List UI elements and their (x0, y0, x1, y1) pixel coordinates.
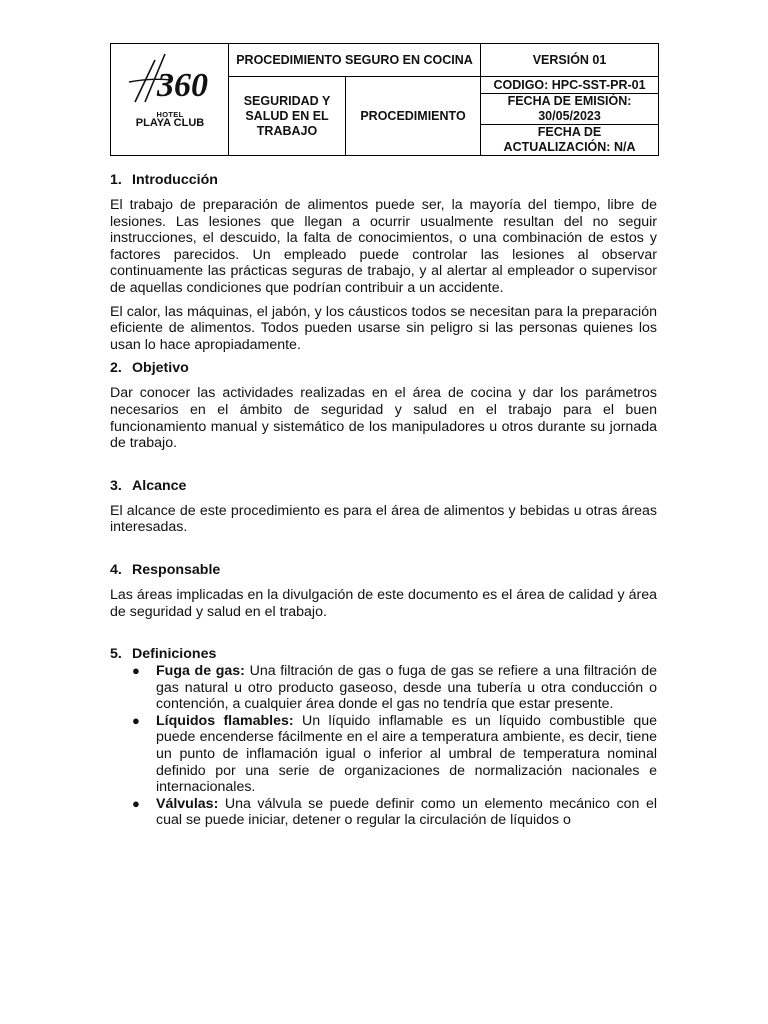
doc-version: VERSIÓN 01 (481, 44, 659, 77)
section-heading-responsible: 4. Responsable (110, 561, 221, 578)
section-heading-scope: 3. Alcance (110, 477, 187, 494)
responsible-paragraph: Las áreas implicadas en la divulgación de este documento es el área de calidad y área de seguridad y salud en el trabajo. (110, 586, 657, 620)
doc-type: PROCEDIMIENTO (346, 77, 481, 156)
bullet-icon: ● (132, 663, 140, 679)
doc-update-date: FECHA DE ACTUALIZACIÓN: N/A (481, 125, 659, 156)
h360-logo-icon (121, 50, 219, 110)
list-item: ● Válvulas: Una válvula se puede definir como un elemento mecánico con el cual se puede iniciar, detener o regular la circulación de líquidos o (132, 795, 657, 829)
intro-paragraph-1: El trabajo de preparación de alimentos puede ser, la mayoría del tiempo, libre de lesiones. Las lesiones que llegan a ocurrir usualmente resultan del no seguir instrucciones, el descuido, la falta de conocimientos, o una combinación de estos y factores parecidos. Un empleado puede controlar las lesiones al observar continuamente las prácticas seguras de trabajo, y al alertar al empleador o supervisor de aquellas condiciones que podrían contribuir a un accidente. (110, 197, 657, 296)
list-item: ● Fuga de gas: Una filtración de gas o fuga de gas se refiere a una filtración de gas natural u otro producto gaseoso, desde una tubería u otra conducción o contención, a cualquier área donde el gas no tendría que estar presente. (132, 663, 657, 713)
bullet-icon: ● (132, 795, 140, 811)
list-item: ● Líquidos flamables: Un líquido inflamable es un líquido combustible que puede encenderse fácilmente en el aire a temperatura ambiente, es decir, tiene un punto de inflamación igual o inferior al umbral de temperatura nominal definido por una serie de organizaciones de normalización nacionales e internacionales. (132, 712, 657, 796)
doc-issue-date: FECHA DE EMISIÓN: 30/05/2023 (481, 94, 659, 125)
intro-paragraph-2: El calor, las máquinas, el jabón, y los cáusticos todos se necesitan para la preparación eficiente de alimentos. Todos pueden usarse sin peligro si las personas quienes los usan lo hace apropiadamente. (110, 303, 657, 353)
section-heading-introduction: 1. Introducción (110, 172, 218, 188)
definitions-list (110, 663, 657, 829)
logo-club-label: PLAYA CLUB (135, 116, 205, 129)
doc-area: SEGURIDAD Y SALUD EN EL TRABAJO (229, 77, 346, 156)
hotel-logo (115, 46, 225, 154)
logo-cell (111, 44, 229, 156)
doc-title: PROCEDIMIENTO SEGURO EN COCINA (229, 44, 481, 77)
section-heading-definitions: 5. Definiciones (110, 646, 217, 663)
doc-code: CODIGO: HPC-SST-PR-01 (481, 77, 659, 94)
document-body (110, 172, 657, 829)
objective-paragraph: Dar conocer las actividades realizadas en el área de cocina y dar los parámetros necesarios en el ámbito de seguridad y salud en el trabajo para el buen funcionamiento manual y sistemático de los manipuladores u otros durante su jornada de trabajo. (110, 385, 657, 452)
section-heading-objective: 2. Objetivo (110, 360, 189, 377)
header-table (110, 43, 659, 156)
logo-number: 360 (157, 66, 208, 104)
bullet-icon: ● (132, 712, 140, 728)
logo-hotel-label: HOTEL (156, 109, 184, 119)
scope-paragraph: El alcance de este procedimiento es para el área de alimentos y bebidas u otras áreas interesadas. (110, 502, 657, 536)
